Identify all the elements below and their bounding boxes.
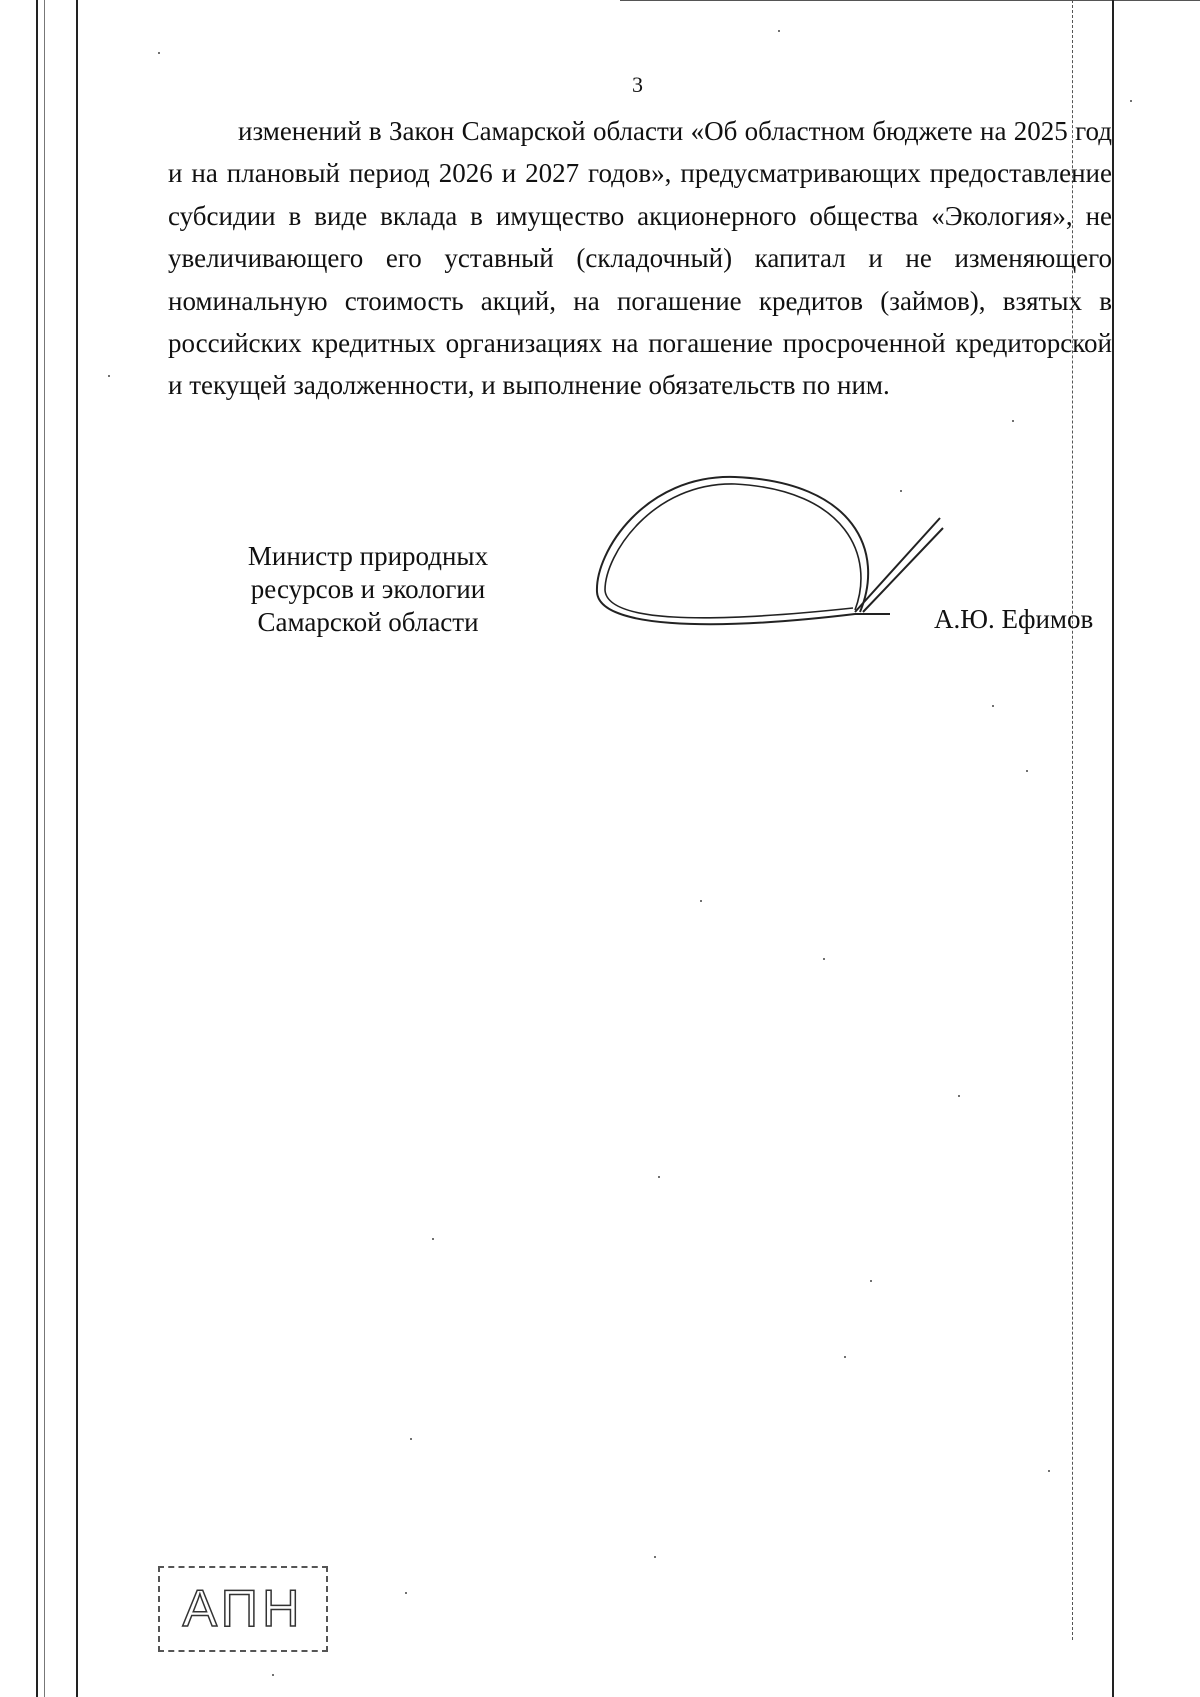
scan-edge-line-left-3	[76, 0, 78, 1697]
signature-title-line: ресурсов и экологии	[250, 574, 486, 604]
scan-edge-line-right	[1112, 0, 1114, 1697]
scan-speck	[1048, 1470, 1050, 1472]
scan-speck	[432, 1238, 434, 1240]
scan-speck	[992, 705, 994, 707]
scan-speck	[654, 1556, 656, 1558]
scan-speck	[958, 1095, 960, 1097]
scan-edge-line-left-1	[36, 0, 38, 1697]
scan-speck	[1130, 100, 1132, 102]
scan-edge-line-left-2	[44, 0, 45, 1697]
stamp-text: АПН	[182, 1580, 304, 1638]
page-number: 3	[632, 72, 643, 97]
scan-speck	[108, 375, 110, 377]
scan-speck	[844, 1356, 846, 1358]
scan-speck	[823, 958, 825, 960]
scan-speck	[900, 490, 902, 492]
handwritten-signature	[585, 462, 945, 642]
scan-speck	[700, 900, 702, 902]
scan-speck	[870, 1280, 872, 1282]
scan-speck	[658, 1176, 660, 1178]
scan-speck	[158, 52, 160, 54]
signature-title-line: Министр природных	[247, 541, 489, 571]
signature-title-line: Самарской области	[257, 607, 479, 637]
scan-speck	[778, 30, 780, 32]
scan-speck	[405, 1592, 407, 1594]
scan-speck	[410, 1438, 412, 1440]
body-paragraph: изменений в Закон Самарской области «Об областном бюджете на 2025 год и на плановый период 2026 и 2027 годов», предусматривающих предоставление субсидии в виде вклада в имущество акционерного общества «Экология», не увеличивающего его уставный (складочный) капитал и не изменяющего номинальную стоимость акций, на погашение кредитов (займов), взятых в российских кредитных организациях на погашение просроченной кредиторской и текущей задолженности, и выполнение обязательств по ним.	[168, 116, 1112, 401]
scan-speck	[1026, 770, 1028, 772]
signature-title	[218, 540, 518, 639]
scan-speck	[272, 1674, 274, 1676]
signer-name: А.Ю. Ефимов	[934, 604, 1094, 634]
scan-speck	[1012, 420, 1014, 422]
stamp	[158, 1566, 328, 1652]
